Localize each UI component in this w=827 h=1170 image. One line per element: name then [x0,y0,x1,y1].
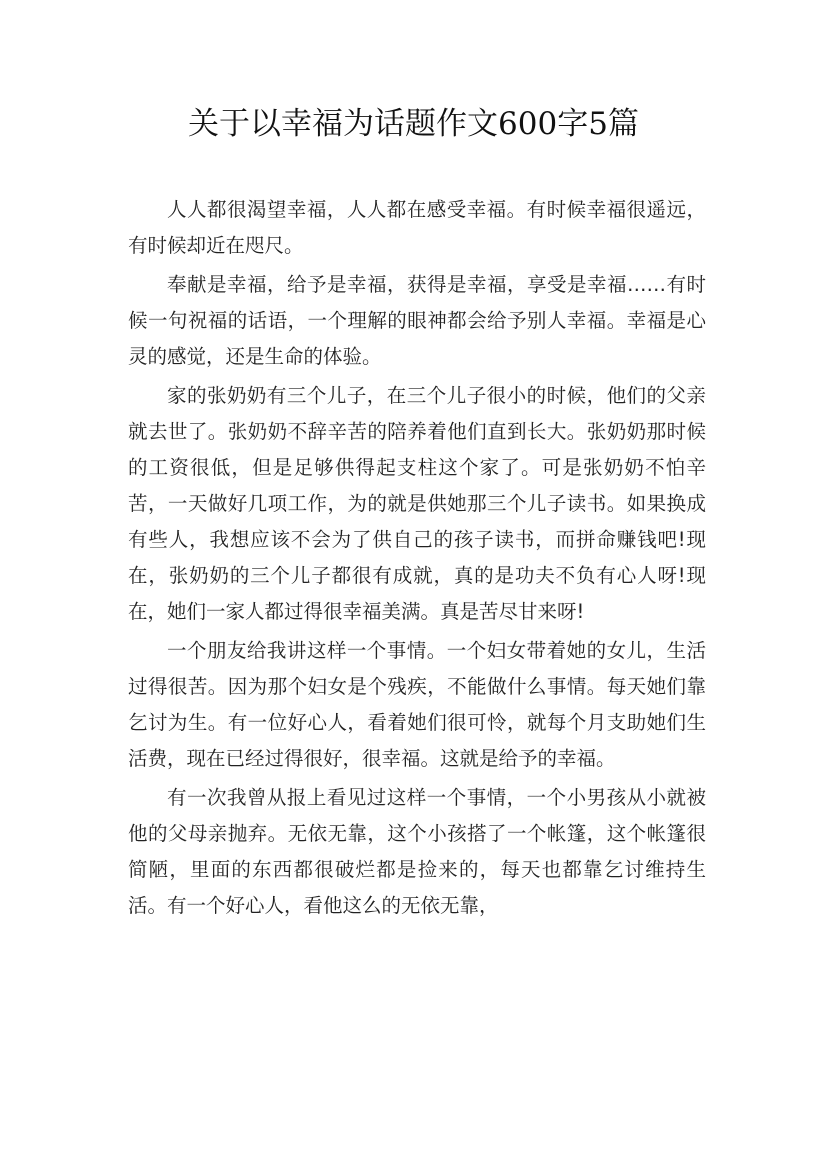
document-body [128,192,706,924]
paragraph-4: 一个朋友给我讲这样一个事情。一个妇女带着她的女儿，生活过得很苦。因为那个妇女是个残疾，不能做什么事情。每天她们靠乞讨为生。有一位好心人，看着她们很可怜，就每个月支助她们生活费，现在已经过得很好，很幸福。这就是给予的幸福。 [128,639,706,770]
paragraph-5: 有一次我曾从报上看见过这样一个事情，一个小男孩从小就被他的父母亲抛弃。无依无靠，这个小孩搭了一个帐篷，这个帐篷很简陋，里面的东西都很破烂都是捡来的，每天也都靠乞讨维持生活。有一个好心人，看他这么的无依无靠， [128,786,706,917]
paragraph-3: 家的张奶奶有三个儿子，在三个儿子很小的时候，他们的父亲就去世了。张奶奶不辞辛苦的陪养着他们直到长大。张奶奶那时候的工资很低，但是足够供得起支柱这个家了。可是张奶奶不怕辛苦，一天做好几项工作，为的就是供她那三个儿子读书。如果换成有些人，我想应该不会为了供自己的孩子读书，而拼命赚钱吧!现在，张奶奶的三个儿子都很有成就，真的是功夫不负有心人呀!现在，她们一家人都过得很幸福美满。真是苦尽甘来呀! [128,384,706,623]
paragraph-1: 人人都很渴望幸福，人人都在感受幸福。有时候幸福很遥远，有时候却近在咫尺。 [128,198,706,257]
document-title: 关于以幸福为话题作文600字5篇 [188,106,639,142]
paragraph-2: 奉献是幸福，给予是幸福，获得是幸福，享受是幸福……有时候一句祝福的话语，一个理解的眼神都会给予别人幸福。幸福是心灵的感觉，还是生命的体验。 [128,273,706,368]
